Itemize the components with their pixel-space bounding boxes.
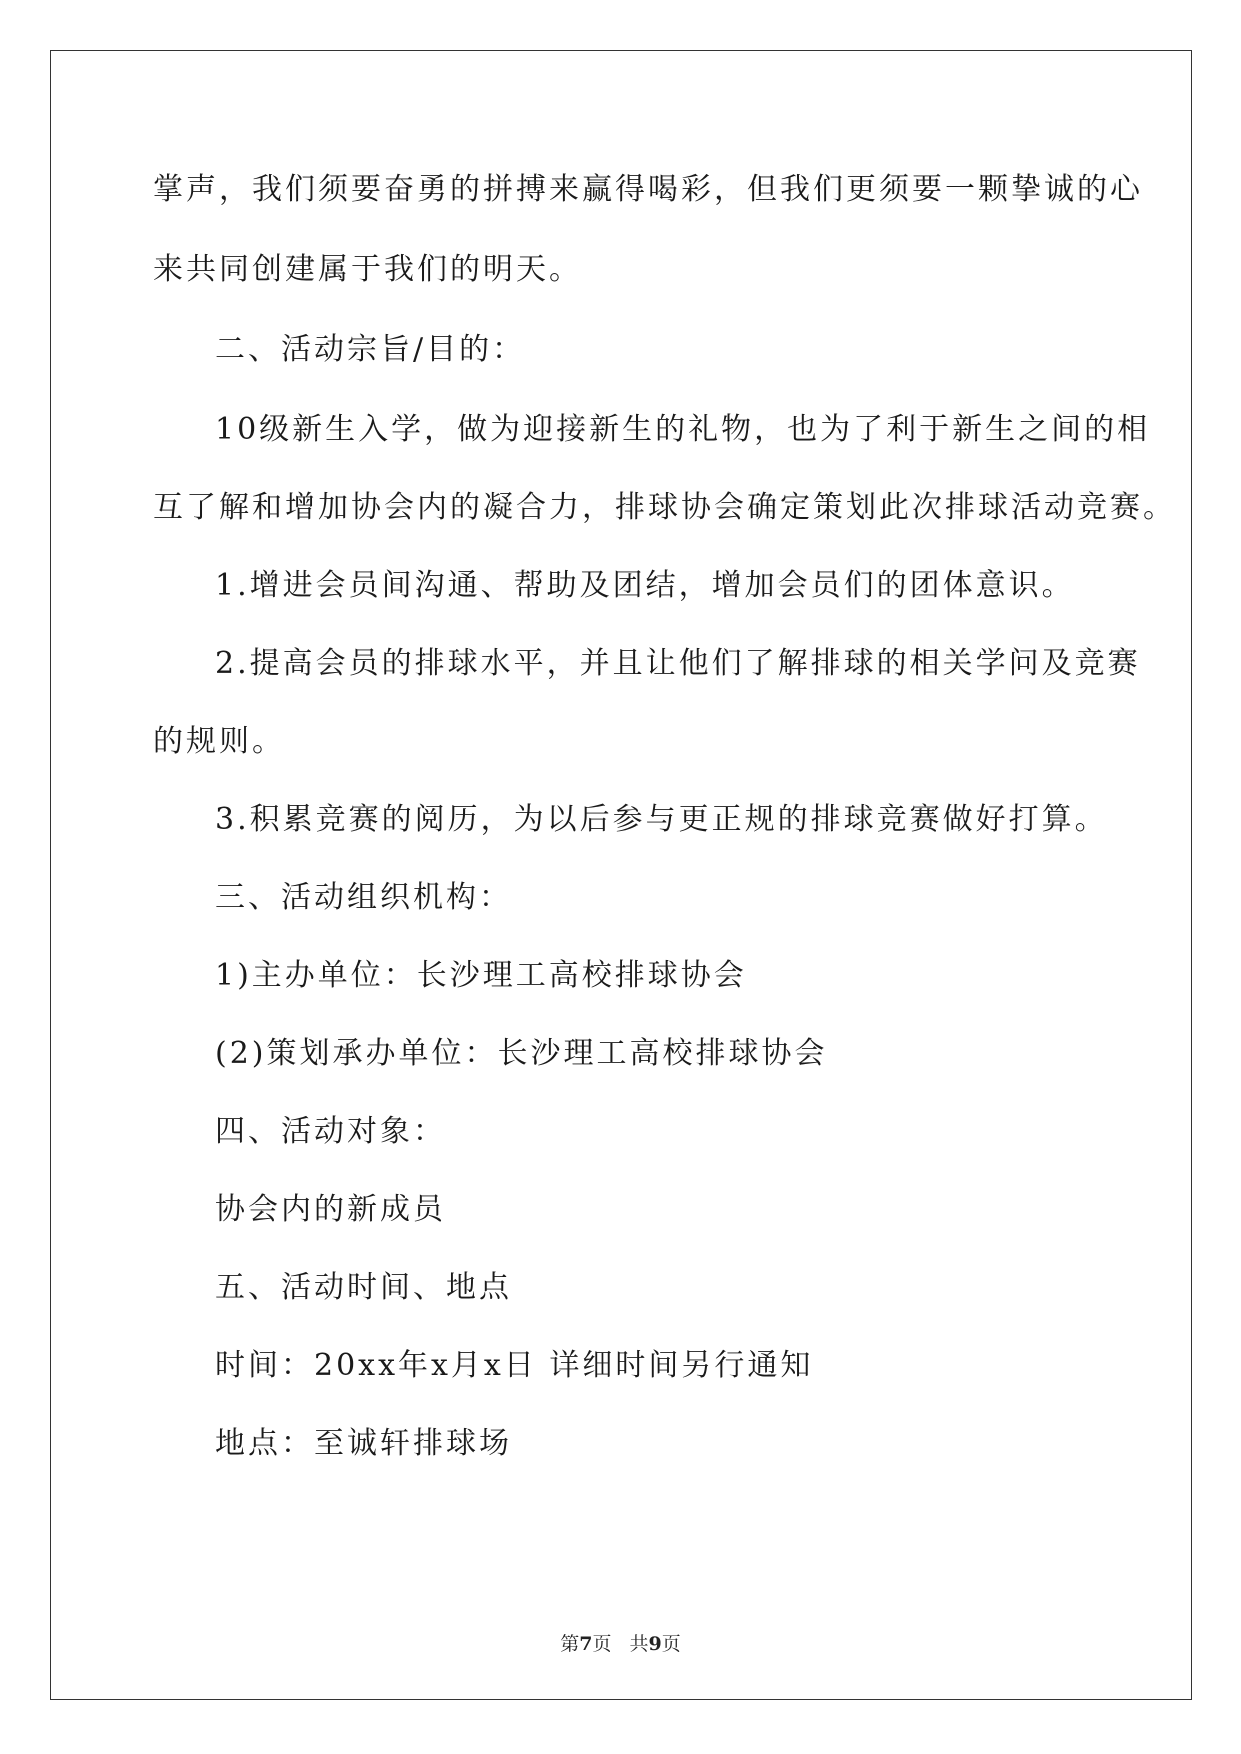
- total-suffix: 页: [661, 1633, 681, 1655]
- total-prefix: 共: [629, 1633, 649, 1655]
- paragraph-line: 互了解和增加协会内的凝合力，排球协会确定策划此次排球活动竞赛。: [153, 490, 1176, 525]
- paragraph-line: 的规则。: [153, 724, 285, 759]
- page-suffix: 页: [592, 1633, 612, 1655]
- section-heading: 五、活动时间、地点: [215, 1270, 512, 1305]
- paragraph-line: 10级新生入学，做为迎接新生的礼物，也为了利于新生之间的相: [215, 412, 1151, 447]
- paragraph-line: 地点：至诚轩排球场: [215, 1426, 512, 1461]
- paragraph-line: 时间：20xx年x月x日 详细时间另行通知: [215, 1348, 814, 1383]
- section-heading: 三、活动组织机构：: [215, 880, 512, 915]
- paragraph-line: 协会内的新成员: [215, 1192, 446, 1227]
- list-item: 3.积累竞赛的阅历，为以后参与更正规的排球竞赛做好打算。: [215, 802, 1108, 837]
- section-heading: 二、活动宗旨/目的：: [215, 332, 526, 367]
- paragraph-line: 来共同创建属于我们的明天。: [153, 252, 582, 287]
- page-footer: [0, 1632, 1241, 1656]
- list-item: 1)主办单位：长沙理工高校排球协会: [215, 958, 747, 993]
- list-item: 1.增进会员间沟通、帮助及团结，增加会员们的团体意识。: [215, 568, 1075, 603]
- list-item: (2)策划承办单位：长沙理工高校排球协会: [215, 1036, 828, 1071]
- page-prefix: 第: [560, 1633, 580, 1655]
- total-page-number: 9: [648, 1633, 662, 1655]
- current-page-number: 7: [579, 1633, 593, 1655]
- paragraph-line: 掌声，我们须要奋勇的拼搏来赢得喝彩，但我们更须要一颗挚诚的心: [153, 172, 1143, 207]
- list-item: 2.提高会员的排球水平，并且让他们了解排球的相关学问及竞赛: [215, 646, 1141, 681]
- section-heading: 四、活动对象：: [215, 1114, 446, 1149]
